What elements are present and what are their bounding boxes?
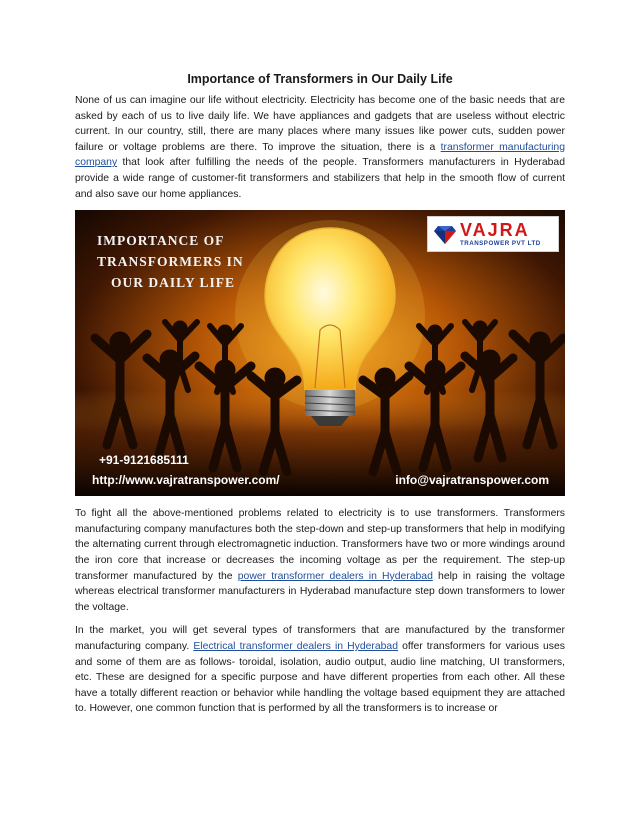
p3-text-start: In the market, you will get several types of transformers that are manufactured by the transformer manufacturing company. — [75, 625, 565, 652]
logo-subtitle: TRANSPOWER PVT LTD — [460, 240, 541, 248]
transformer-types-paragraph — [75, 623, 565, 717]
transformer-manufacturing-link[interactable]: transformer manufacturing company — [75, 141, 565, 169]
intro-paragraph — [75, 93, 565, 202]
step-up-step-down-paragraph — [75, 506, 565, 615]
p2-text-end: help in raising the voltage whereas electrical transformer manufacturers in Hyderabad manufacture step down transformers to lower the voltage. — [75, 570, 566, 613]
vajra-logo — [427, 216, 559, 252]
power-transformer-dealers-link[interactable]: power transformer dealers in Hyderabad — [237, 570, 433, 582]
document-page — [75, 72, 565, 725]
banner-title-line-3: OUR DAILY LIFE — [111, 275, 236, 291]
electrical-transformer-dealers-link[interactable]: Electrical transformer dealers in Hyderabad — [193, 640, 398, 652]
banner-phone: +91-9121685111 — [99, 453, 189, 468]
banner-title — [97, 230, 244, 293]
intro-text-start: None of us can imagine our life without electricity. Electricity has become one of the basic needs that are asked by each of us to live daily life. We have appliances and gadgets that are useless without electric current. In our country, still, there are many places where many issues like power cuts, sudden power failure or voltage problems are there. To improve the situation, there is a — [75, 95, 565, 153]
logo-name: VAJRA — [460, 220, 530, 241]
promo-banner-image — [75, 210, 565, 496]
banner-title-line-1: IMPORTANCE OF — [97, 233, 225, 249]
p2-text-start: To fight all the above-mentioned problems related to electricity is to use transformers. Transformers manufacturing company manufactures both the step-down and step-up transformers that help in modifying the alternating current through electromagnetic induction. Transformers have two or more windings around the iron core that increase or decreases the incoming voltage as per the requirement. The step-up transformer manufactured by the — [75, 508, 565, 582]
document-title: Importance of Transformers in Our Daily Life — [187, 72, 453, 86]
intro-text-end: that look after fulfilling the needs of the people. Transformers manufacturers in Hyderabad provide a wide range of customer-fit transformers and stabilizers that help in the smooth flow of current and also save our home appliances. — [75, 157, 565, 200]
banner-title-line-2: TRANSFORMERS IN — [97, 254, 244, 270]
banner-email: info@vajratranspower.com — [395, 473, 549, 488]
p3-text-end: offer transformers for various uses and some of them are as follows- toroidal, isolation, audio output, audio line matching, UI transformers, etc. These are designed for a specific purpose and have different properties from each other. All these have a totally different reaction or behavior while handling the voltage based equipment they are attached to. However, one common function that is performed by all the transformers is to increase or — [75, 640, 565, 715]
banner-website: http://www.vajratranspower.com/ — [92, 473, 280, 488]
diamond-icon — [434, 224, 456, 244]
